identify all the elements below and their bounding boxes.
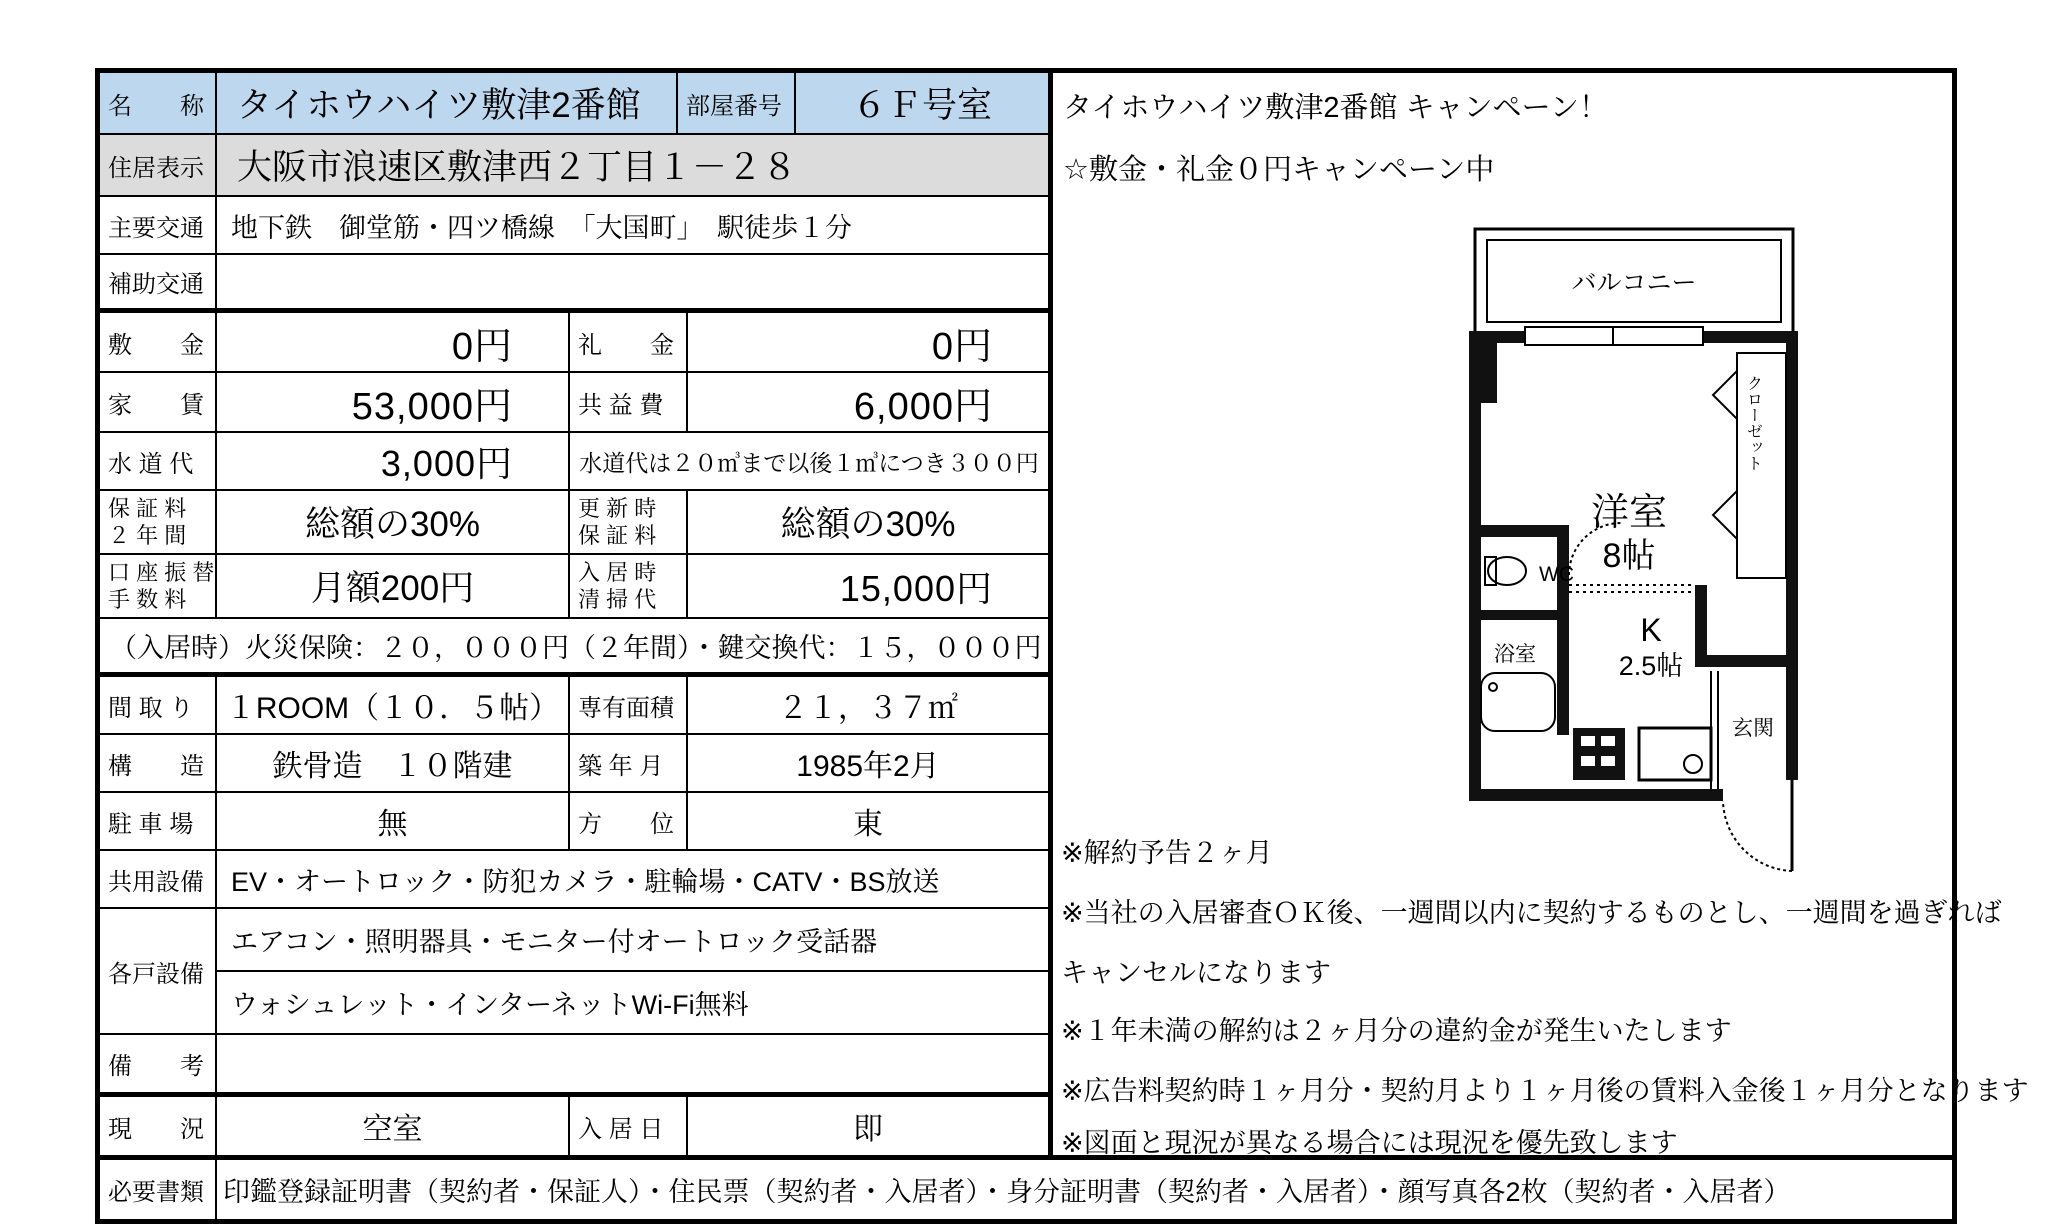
kitchen-label: K bbox=[1640, 612, 1662, 648]
campaign-title: タイホウハイツ敷津2番館 キャンペーン！ bbox=[1063, 92, 1609, 124]
address-label: 住居表示 bbox=[100, 135, 217, 195]
sub-transport-value bbox=[217, 255, 1048, 308]
stove-icon bbox=[1573, 728, 1625, 780]
area-label: 専有面積 bbox=[570, 677, 688, 733]
direction-value: 東 bbox=[853, 808, 883, 841]
main-transport-value: 地下鉄 御堂筋・四ツ橋線 「大国町」 駅徒歩１分 bbox=[231, 212, 852, 243]
common-fee-label: 共 益 費 bbox=[570, 373, 688, 431]
campaign-subtitle: ☆敷金・礼金０円キャンペーン中 bbox=[1063, 154, 1495, 186]
row-sub-transport bbox=[100, 255, 1048, 313]
area-value: ２１，３７㎡ bbox=[778, 692, 958, 725]
wall-wc-side bbox=[1557, 525, 1569, 735]
note-ad-fee: ※広告料契約時１ヶ月分・契約月より１ヶ月後の賃料入金後１ヶ月分となります bbox=[1061, 1076, 2029, 1106]
parking-value: 無 bbox=[217, 793, 570, 849]
right-panel bbox=[1053, 73, 2029, 1158]
deposit-label: 敷 金 bbox=[100, 313, 217, 371]
closet-label: クローゼット bbox=[1744, 375, 1762, 471]
note-penalty: ※１年未満の解約は２ヶ月分の違約金が発生いたします bbox=[1061, 1016, 1732, 1046]
sink-icon bbox=[1639, 728, 1711, 780]
property-table bbox=[100, 73, 1053, 1155]
renewal-guarantee-label: 更 新 時 保 証 料 bbox=[570, 491, 688, 553]
wall-wc-top bbox=[1469, 525, 1569, 537]
water-value: 3,000円 bbox=[217, 433, 570, 489]
status-label: 現 況 bbox=[100, 1097, 217, 1155]
built-label: 築 年 月 bbox=[570, 735, 688, 791]
bank-transfer-label: 口 座 振 替 手 数 料 bbox=[100, 555, 217, 617]
sheet-body bbox=[100, 73, 2029, 1158]
address-value: 大阪市浪速区敷津西２丁目１－２８ bbox=[217, 135, 1048, 195]
toilet-icon bbox=[1488, 557, 1526, 585]
bathtub-drain-icon bbox=[1489, 683, 1497, 691]
bathtub-icon bbox=[1481, 673, 1555, 731]
built-value: 1985年2月 bbox=[796, 750, 940, 783]
structure-value: 鉄骨造 １０階建 bbox=[217, 735, 570, 791]
name-value: タイホウハイツ敷津2番館 bbox=[217, 73, 678, 133]
layout-value: １ROOM（１０．５帖） bbox=[217, 677, 570, 733]
row-water bbox=[100, 433, 1048, 491]
row-name bbox=[100, 73, 1048, 135]
row-main-transport bbox=[100, 197, 1048, 255]
layout-label: 間 取 り bbox=[100, 677, 217, 733]
fire-insurance-value: （入居時）火災保険：２０，０００円（２年間）・鍵交換代：１５，０００円 bbox=[110, 633, 1042, 663]
structure-label: 構 造 bbox=[100, 735, 217, 791]
wc-label: WC bbox=[1539, 563, 1574, 586]
row-layout bbox=[100, 677, 1048, 735]
name-label: 名 称 bbox=[100, 73, 217, 133]
stove-burner bbox=[1581, 736, 1595, 746]
deposit-value: 0円 bbox=[217, 313, 570, 371]
remarks-label: 備 考 bbox=[100, 1035, 217, 1092]
direction-label: 方 位 bbox=[570, 793, 688, 849]
move-in-date-value: 即 bbox=[853, 1113, 883, 1146]
row-fire-insurance bbox=[100, 619, 1048, 677]
guarantee-value: 総額の30% bbox=[217, 491, 570, 553]
wall-bottom bbox=[1469, 789, 1723, 801]
unit-equipment-values bbox=[217, 909, 1048, 1033]
room-size-label: 8帖 bbox=[1602, 537, 1656, 575]
row-unit-equipment bbox=[100, 909, 1048, 1035]
guarantee-label: 保 証 料 ２ 年 間 bbox=[100, 491, 217, 553]
note-screening: ※当社の入居審査ＯＫ後、一週間以内に契約するものとし、一週間を過ぎれば bbox=[1061, 898, 2002, 928]
note-screening-2: キャンセルになります bbox=[1061, 958, 1331, 988]
remarks-value bbox=[217, 1035, 1048, 1092]
rent-label: 家 賃 bbox=[100, 373, 217, 431]
balcony-label: バルコニー bbox=[1571, 269, 1697, 297]
row-address bbox=[100, 135, 1048, 197]
kitchen-size-label: 2.5帖 bbox=[1618, 651, 1684, 681]
row-bank-transfer bbox=[100, 555, 1048, 619]
unit-equipment-value-1: エアコン・照明器具・モニター付オートロック受話器 bbox=[217, 909, 1048, 972]
sub-transport-label: 補助交通 bbox=[100, 255, 217, 308]
key-money-value: 0円 bbox=[931, 325, 993, 368]
unit-equipment-label: 各戸設備 bbox=[100, 909, 217, 1033]
room-label: 洋室 bbox=[1590, 492, 1668, 534]
stove-burner bbox=[1601, 736, 1615, 746]
rent-value: 53,000円 bbox=[217, 373, 570, 431]
common-equipment-value: EV・オートロック・防犯カメラ・駐輪場・CATV・BS放送 bbox=[231, 866, 940, 897]
wall-kitchen-genkan bbox=[1695, 585, 1707, 667]
row-required-docs bbox=[100, 1155, 1952, 1219]
row-common-equipment bbox=[100, 851, 1048, 909]
entrance-door-arc bbox=[1723, 801, 1792, 871]
common-equipment-label: 共用設備 bbox=[100, 851, 217, 907]
property-sheet bbox=[95, 68, 2029, 1224]
floor-plan bbox=[1461, 223, 1806, 883]
wall-genkan-top bbox=[1695, 655, 1798, 667]
cleaning-value: 15,000円 bbox=[839, 567, 993, 609]
required-docs-value: 印鑑登録証明書（契約者・保証人）・住民票（契約者・入居者）・身分証明書（契約者・入居者）・顔写真各2枚（契約者・入居者） bbox=[223, 1177, 1791, 1207]
unit-equipment-value-2: ウォシュレット・インターネットWi-Fi無料 bbox=[231, 990, 749, 1020]
renewal-guarantee-value: 総額の30% bbox=[780, 505, 956, 544]
room-number-label: 部屋番号 bbox=[678, 73, 796, 133]
room-number-value: ６Ｆ号室 bbox=[796, 73, 1048, 133]
parking-label: 駐 車 場 bbox=[100, 793, 217, 849]
main-transport-label: 主要交通 bbox=[100, 197, 217, 253]
stove-burner bbox=[1581, 756, 1595, 766]
row-deposit bbox=[100, 313, 1048, 373]
required-docs-label: 必要書類 bbox=[100, 1160, 217, 1219]
bank-transfer-value: 月額200円 bbox=[217, 555, 570, 617]
wall-right bbox=[1786, 331, 1798, 780]
closet-door-icon bbox=[1713, 491, 1737, 539]
stove-burner bbox=[1601, 756, 1615, 766]
note-cancellation: ※解約予告２ヶ月 bbox=[1061, 838, 1273, 868]
closet-door-icon bbox=[1713, 371, 1737, 419]
row-structure bbox=[100, 735, 1048, 793]
cleaning-label: 入 居 時 清 掃 代 bbox=[570, 555, 688, 617]
wall-left bbox=[1469, 331, 1481, 801]
row-rent bbox=[100, 373, 1048, 433]
wall-wc-bath bbox=[1469, 610, 1569, 620]
row-guarantee bbox=[100, 491, 1048, 555]
status-value: 空室 bbox=[217, 1097, 570, 1155]
entrance-label: 玄関 bbox=[1732, 717, 1774, 740]
key-money-label: 礼 金 bbox=[570, 313, 688, 371]
water-label: 水 道 代 bbox=[100, 433, 217, 489]
bath-label: 浴室 bbox=[1494, 643, 1536, 666]
common-fee-value: 6,000円 bbox=[853, 385, 993, 428]
row-status bbox=[100, 1097, 1048, 1155]
note-current-state: ※図面と現況が異なる場合には現況を優先致します bbox=[1061, 1128, 1678, 1158]
row-remarks bbox=[100, 1035, 1048, 1097]
water-note: 水道代は２０㎥まで以後１㎥につき３００円 bbox=[579, 449, 1039, 476]
move-in-date-label: 入 居 日 bbox=[570, 1097, 688, 1155]
row-parking bbox=[100, 793, 1048, 851]
